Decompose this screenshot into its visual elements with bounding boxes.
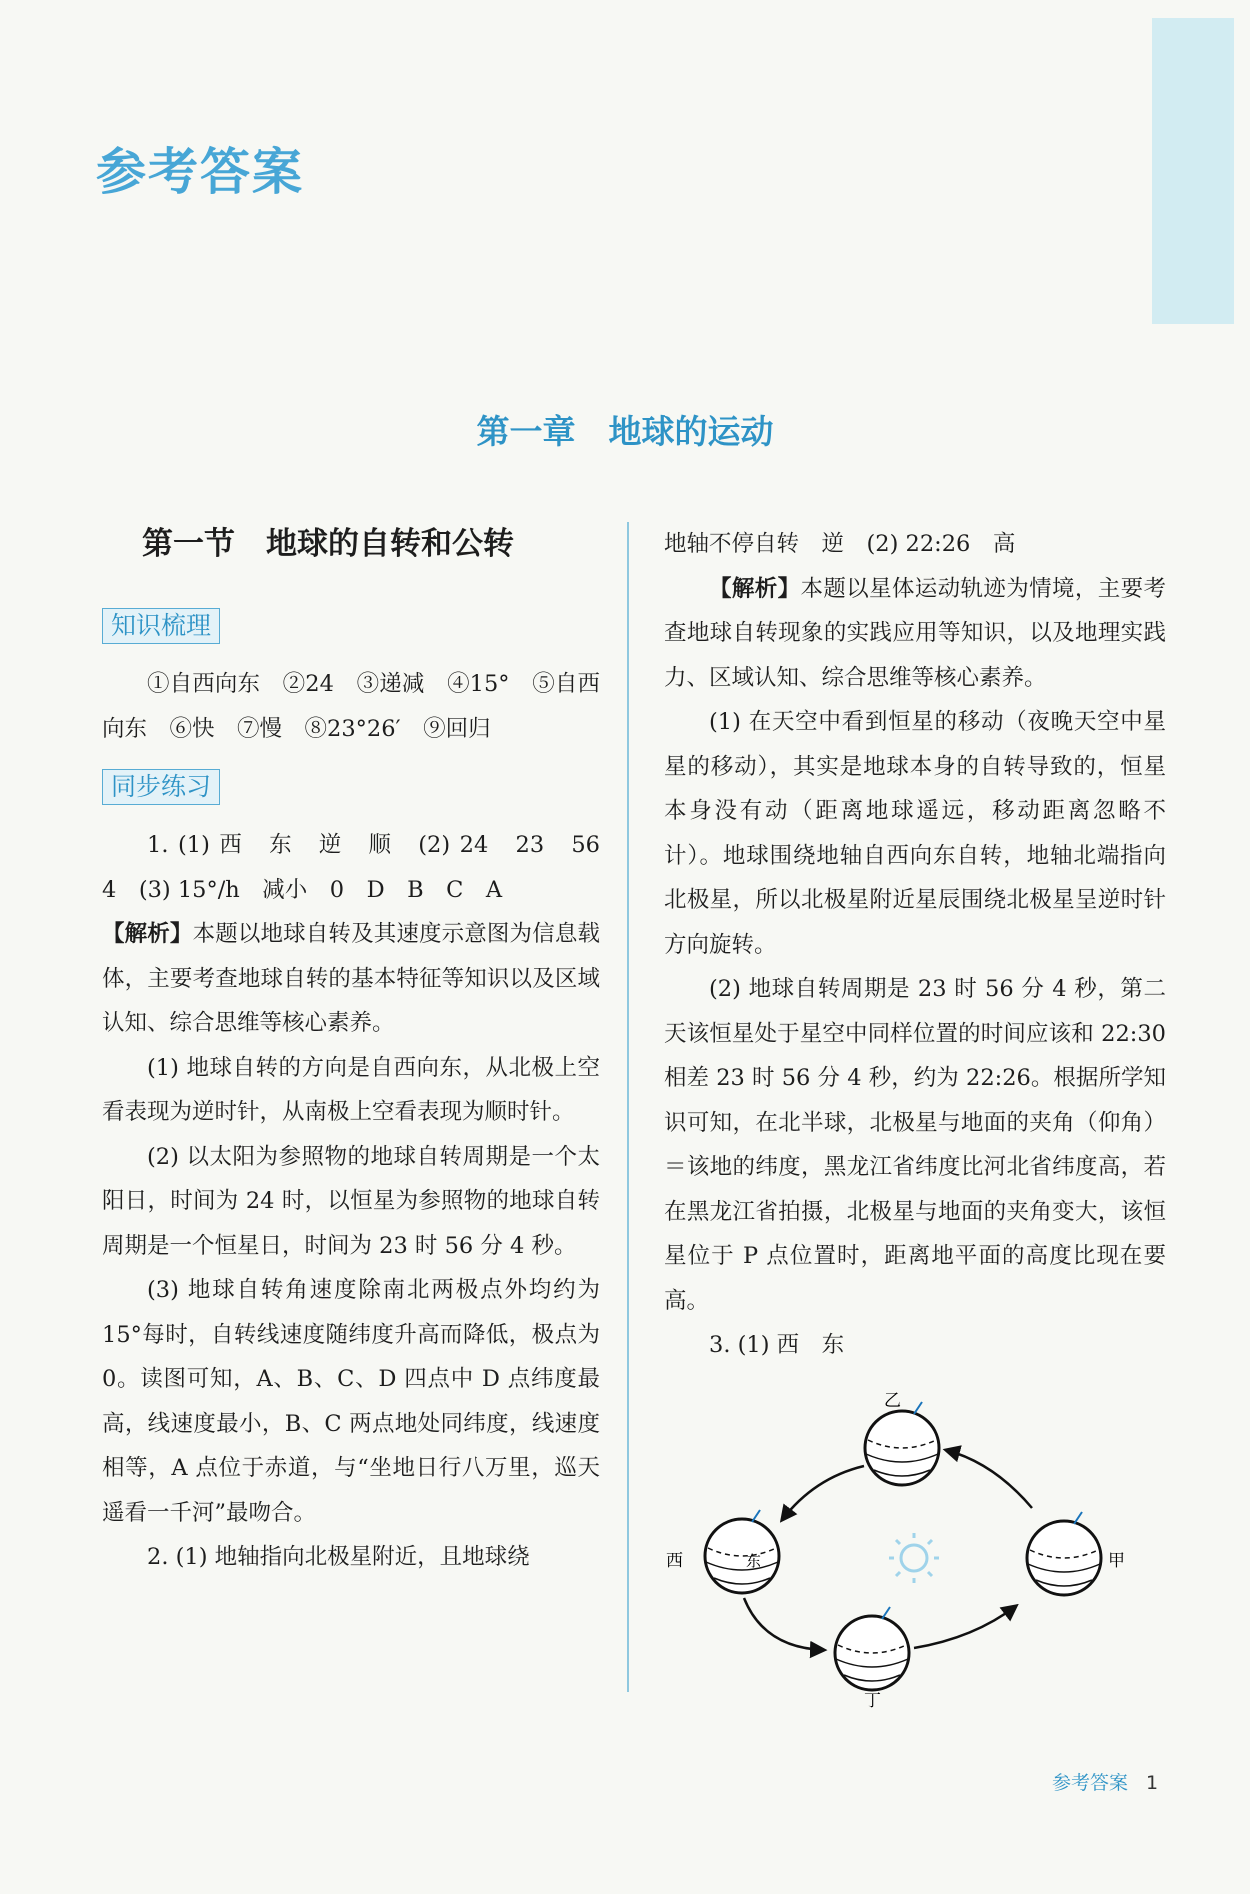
- label-jia: 甲: [1108, 1550, 1125, 1571]
- q3-answer: 3. (1) 西 东: [709, 1332, 845, 1358]
- orbit-arrow-xi-to-ding: [744, 1598, 824, 1650]
- earth-revolution-diagram: [664, 1388, 1164, 1708]
- q2-answer-start: 2. (1) 地轴指向北极星附近，且地球绕: [147, 1544, 530, 1570]
- orbit-arrow-yi-to-xi: [782, 1466, 864, 1520]
- page-main-title: 参考答案: [96, 143, 304, 201]
- analysis-label: 【解析】: [709, 575, 801, 602]
- q1-answer: 1. (1) 西 东 逆 顺 (2) 24 23 56 4 (3) 15°/h 减小 0 D B C A: [102, 832, 623, 903]
- q1-analysis: 【解析】本题以地球自转及其速度示意图为信息载体，主要考查地球自转的基本特征等知识以及区域认知、综合思维等核心素养。: [102, 921, 600, 1036]
- label-xi: 西: [666, 1550, 683, 1571]
- corner-tab-band: [1152, 18, 1234, 324]
- column-divider: [627, 522, 629, 1692]
- globe-xi: [705, 1510, 779, 1593]
- sun-icon: [889, 1533, 939, 1583]
- section-title: 第一节 地球的自转和公转: [142, 526, 514, 562]
- q1-part2: (2) 以太阳为参照物的地球自转周期是一个太阳日，时间为 24 时，以恒星为参照物的地球自转周期是一个恒星日，时间为 23 时 56 分 4 秒。: [102, 1143, 600, 1259]
- q1-part3: (3) 地球自转角速度除南北两极点外均约为 15°每时，自转线速度随纬度升高而降低，极点为 0。读图可知，A、B、C、D 四点中 D 点纬度最高，线速度最小，B、C 两点地处同纬度，线速度相等，A 点位于赤道，与“坐地日行八万里，巡天遥看一千河”最吻合。: [102, 1277, 600, 1526]
- globe-ding: [835, 1607, 909, 1690]
- analysis-label: 【解析】: [102, 921, 193, 947]
- label-yi: 乙: [884, 1390, 901, 1411]
- right-column: [664, 522, 1166, 1708]
- q2-part1: (1) 在天空中看到恒星的移动（夜晚天空中星星的移动），其实是地球本身的自转导致的，恒星本身没有动（距离地球遥远，移动距离忽略不计）。地球围绕地轴自西向东自转，地轴北端指向北极星，所以北极星附近星辰围绕北极星呈逆时针方向旋转。: [664, 709, 1166, 958]
- label-ding: 丁: [864, 1690, 881, 1708]
- page-number: 1: [1146, 1772, 1159, 1794]
- globe-yi: [865, 1402, 939, 1485]
- knowledge-answers: ①自西向东 ②24 ③递减 ④15° ⑤自西向东 ⑥快 ⑦慢 ⑧23°26′ ⑨回归: [102, 671, 600, 742]
- label-dong: 东: [746, 1551, 762, 1570]
- orbit-arrow-jia-to-yi: [946, 1450, 1032, 1508]
- chapter-title: 第一章 地球的运动: [476, 412, 774, 451]
- practice-tag: 同步练习: [102, 769, 220, 805]
- q2-answer-end: 地轴不停自转 逆 (2) 22:26 高: [664, 531, 1016, 557]
- orbit-arrow-ding-to-jia: [914, 1606, 1016, 1648]
- q2-part2: (2) 地球自转周期是 23 时 56 分 4 秒，第二天该恒星处于星空中同样位置的时间应该和 22:30 相差 23 时 56 分 4 秒，约为 22:26。根据所学知识可知，在北半球，北极星与地面的夹角（仰角）＝该地的纬度，黑龙江省纬度比河北省纬度高，若在黑龙江省拍摄，北极星与地面的夹角变大，该恒星位于 P 点位置时，距离地平面的高度比现在要高。: [664, 976, 1166, 1314]
- knowledge-tag: 知识梳理: [102, 608, 220, 644]
- globe-jia: [1027, 1512, 1101, 1595]
- left-column: [102, 522, 623, 1580]
- q1-part1: (1) 地球自转的方向是自西向东，从北极上空看表现为逆时针，从南极上空看表现为顺时针。: [102, 1054, 600, 1125]
- footer-label: 参考答案: [1052, 1772, 1129, 1794]
- q2-analysis: 【解析】本题以星体运动轨迹为情境，主要考查地球自转现象的实践应用等知识，以及地理实践力、区域认知、综合思维等核心素养。: [664, 575, 1166, 691]
- page-footer: [1052, 1768, 1158, 1795]
